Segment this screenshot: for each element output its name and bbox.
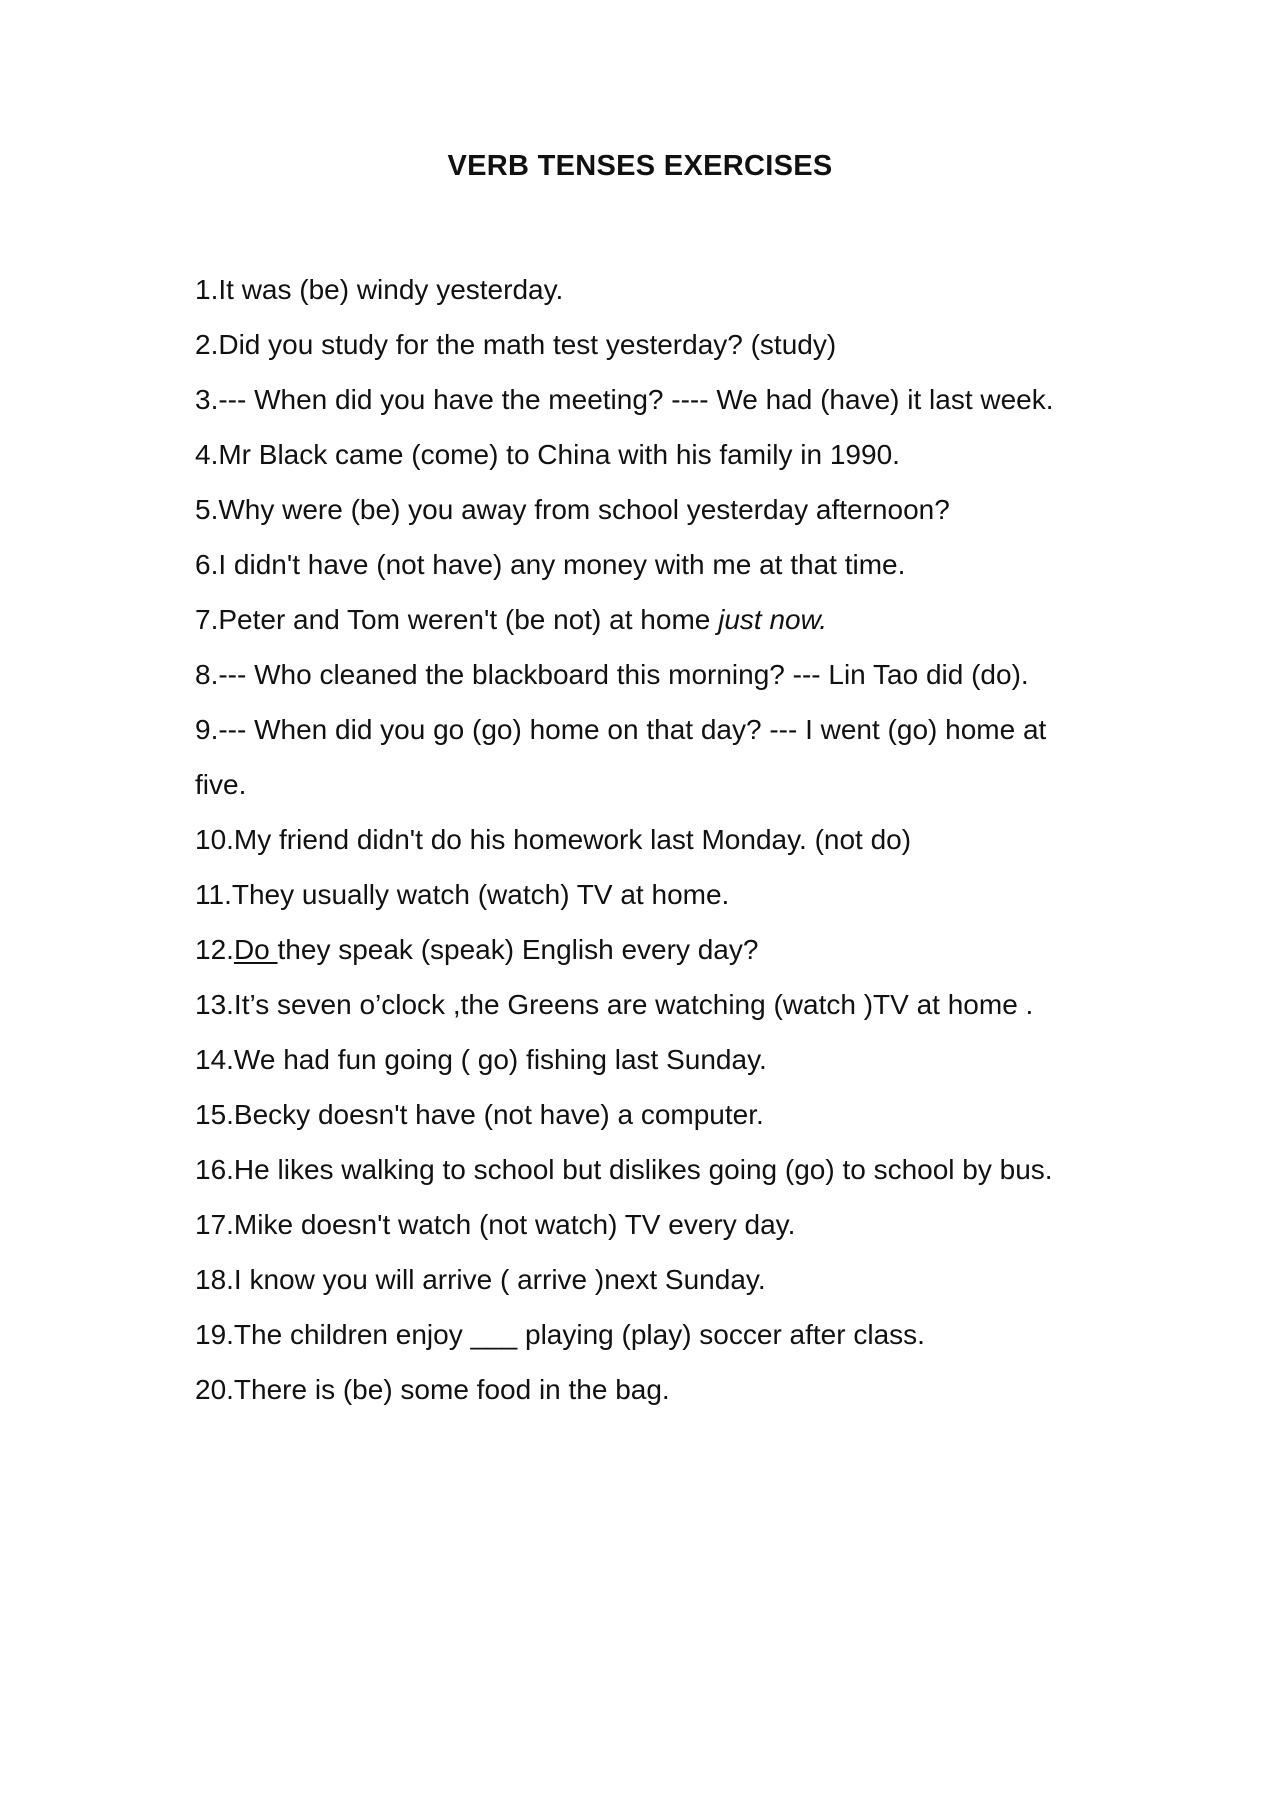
- exercise-item: [195, 372, 1093, 427]
- exercise-item: [195, 1142, 1093, 1197]
- exercise-text: 4.Mr Black came (come) to China with his family in 1990.: [195, 439, 900, 470]
- exercise-item: [195, 592, 1093, 647]
- exercise-text: 7.Peter and Tom weren't (be not) at home: [195, 604, 719, 635]
- exercise-list: [195, 262, 1093, 1417]
- exercise-text: 20.There is (be) some food in the bag.: [195, 1374, 670, 1405]
- exercise-underlined-text: Do: [233, 934, 278, 965]
- exercise-text: 14.We had fun going ( go) fishing last Sunday.: [195, 1044, 767, 1075]
- exercise-item: [195, 977, 1093, 1032]
- exercise-item: [195, 1032, 1093, 1087]
- exercise-item: [195, 1087, 1093, 1142]
- exercise-text: they speak (speak) English every day?: [277, 934, 759, 965]
- exercise-item: [195, 1362, 1093, 1417]
- exercise-item: [195, 867, 1093, 922]
- exercise-text: 3.--- When did you have the meeting? ---- We had (have) it last week.: [195, 384, 1054, 415]
- exercise-item: [195, 922, 1093, 977]
- exercise-item: [195, 702, 1093, 812]
- exercise-text: 19.The children enjoy ___ playing (play) soccer after class.: [195, 1319, 925, 1350]
- exercise-item: [195, 482, 1093, 537]
- exercise-number: 12.: [195, 934, 234, 965]
- exercise-item: [195, 812, 1093, 867]
- exercise-text: 6.I didn't have (not have) any money with me at that time.: [195, 549, 906, 580]
- exercise-item: [195, 317, 1093, 372]
- exercise-item: [195, 537, 1093, 592]
- exercise-italic-text: just now.: [718, 604, 828, 635]
- exercise-text: 8.--- Who cleaned the blackboard this morning? --- Lin Tao did (do).: [195, 659, 1029, 690]
- exercise-text: 15.Becky doesn't have (not have) a computer.: [195, 1099, 764, 1130]
- exercise-item: [195, 1252, 1093, 1307]
- exercise-text: 18.I know you will arrive ( arrive )next Sunday.: [195, 1264, 766, 1295]
- exercise-item: [195, 647, 1093, 702]
- exercise-text: 1.It was (be) windy yesterday.: [195, 274, 564, 305]
- exercise-text: 9.--- When did you go (go) home on that day? --- I went (go) home at five.: [195, 714, 1047, 800]
- exercise-text: 11.They usually watch (watch) TV at home.: [195, 879, 730, 910]
- exercise-text: 13.It’s seven o’clock ,the Greens are watching (watch )TV at home .: [195, 989, 1034, 1020]
- exercise-text: 16.He likes walking to school but dislikes going (go) to school by bus.: [195, 1154, 1053, 1185]
- exercise-text: 5.Why were (be) you away from school yesterday afternoon?: [195, 494, 950, 525]
- exercise-item: [195, 427, 1093, 482]
- page-title: VERB TENSES EXERCISES: [447, 150, 833, 182]
- exercise-text: 17.Mike doesn't watch (not watch) TV every day.: [195, 1209, 796, 1240]
- exercise-item: [195, 1197, 1093, 1252]
- exercise-item: [195, 1307, 1093, 1362]
- exercise-item: [195, 262, 1093, 317]
- exercise-text: 2.Did you study for the math test yesterday? (study): [195, 329, 837, 360]
- exercise-text: 10.My friend didn't do his homework last Monday. (not do): [195, 824, 912, 855]
